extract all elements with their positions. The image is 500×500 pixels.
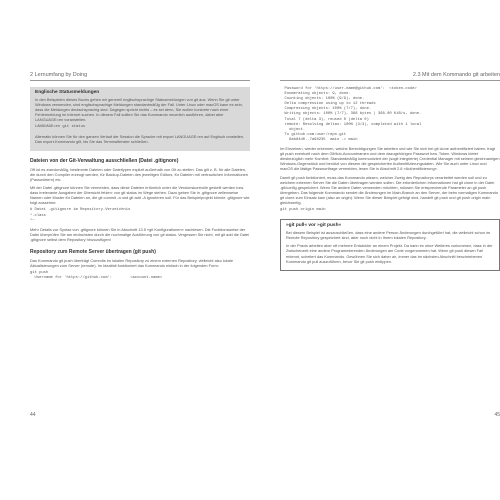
code-block-push-origin: git push origin main: [280, 208, 326, 213]
note-frame-text-2: In der Praxis arbeiten aber oft mehrere Entwickler an einem Projekt. Da kann es ohne Weiteres vorkommen, dass in der Zwischenzeit eine andere Programmierenden Änderungen am Code vorgenommen hat. Wenn git push diesen Fall erkennt, scheitert das Kommando. Gewöhnen Sie sich daher an, immer das im nächsten Abschnitt beschriebenen Kommando git pull auszuführen, bevor Sie git push eintippen.: [286, 243, 493, 264]
info-box-text-2: Alternativ können Sie für den ganzen Verlauf der Session die Sprache mit export LANGUAGE=en auf Englisch umstellen. Das export-Kommando gilt, bis Sie das Terminalfenster schließen.: [35, 133, 245, 144]
note-frame-title: »git pull« vor »git push«: [286, 223, 342, 229]
info-box-code: LANGUAGE=en git status: [35, 125, 86, 130]
code-block-git-push: git push Username for 'https://github.com': <account-name>: [30, 271, 163, 281]
paragraph: Das Kommando git push überträgt Commits im lokalen Repository zu einem externen Repository, vielleicht also lokale Aktualisierungen zum Server (remote). Im Idealfall funktioniert das Kommando einfach in der folgenden Form:: [30, 257, 233, 269]
info-box-title: Englische Statusmeldungen: [35, 90, 100, 95]
paragraph: Mit der Datei .gitignore können Sie vermeiden, dass diese Dateien irrtümlich unter die Versionskontrolle gestellt werden bzw. dass irrelevante Ausgaben der Übersicht fehlen: von git status im Wege stehen. Dazu geben Sie in .gitignore zeilenweise Namen oder Muster für Dateien an, die git commit -a und git add -A ignorieren soll. Für das Beispielprojekt könnte .gitignore wie folgt aussehen:: [30, 185, 250, 206]
running-header-left: 2 Lernumfang by Doing: [30, 72, 250, 81]
paragraph: Oft ist es zweckmäßig, bestimmte Dateien oder Dateitypen explizit außerhalb von Git zu stellen. Das gilt z. B. für alle Dateien, die durch den Compiler erzeugt werden, für Backup-Dateien des jeweiligen Editors, für Dateien mit vertraulichen Informationen (Passwörtern) etc.: [30, 166, 248, 182]
note-frame-text: Bei diesem Beispiel ist auszuschließen, dass eine andere Person Änderungen durchgeführt hat, die vielleicht schon im Remote Repository gespeichert sind, aber noch nicht in Ihrem lokalen Repository.: [286, 230, 491, 241]
page-number-right: 45: [494, 412, 500, 418]
code-block-push-output: Password for 'https://user-name@github.com': <token-code> Enumerating objects: 9, done. Counting objects: 100% (9/9), done. Delta compression using up to 12 threads Compressing objects: 100% (7/7), done. Writing objects: 100% (7/7), 368 bytes | 368.00 KiB/s, done. Total 7 (delta 3), reused 0 (delta 0) remote: Resolving deltas: 100% (3/3), completed with 1 local object. To github.com:user/repo.git 6ab84d0..7a98235 main -> main: [284, 87, 422, 142]
info-box-text: In den Beispielen dieses Buchs gehen wir generell englischsprachige Statusmeldungen von git aus. Wenn Sie git unter Windows verwenden, sind englischsprachige Meldungen standardmäßig der Fall. Unter Linux oder macOS kann es sein, dass die Meldungen deutschsprachig sind. Dagegen spricht nichts – es sei denn, Sie wollen konkrete nach einer Fehlermeldung im Internet suchen. In diesem Fall sollten Sie das Kommando neuerlich ausführen, dabei aber LANGUAGE=en voranstellen.: [35, 97, 243, 123]
page-number-left: 44: [30, 412, 36, 418]
code-block-gitignore: # Datei .gitignore im Repository-Verzeichnis *.class *~: [30, 208, 131, 223]
left-page: [30, 72, 250, 432]
paragraph: Mehr Details zur Syntax von .gitignore können Sie in Abschnitt 13.5 »git Konfigurationen« nachlesen. Die Funktionsweise der Datei überprüfen Sie am einfachsten durch die nochmalige Ausführung von git status. Vergessen Sie nicht, mit git add die Datei .gitignore selbst dem Repository hinzuzufügen!: [30, 226, 250, 242]
running-header-right: 2.3 Mit dem Kommando git arbeiten: [280, 72, 500, 81]
info-box: [30, 87, 250, 151]
right-page: [280, 72, 500, 432]
paragraph: Im Einzelnen, wieder erkennen, welche Berechtigungen Sie arbeiten und wie Sie sich bei git clone authentifiziert haben, fragt git push eventuell nach dem GitHub-Accountnamen und dem dazugehörigen Passwort bzw. Token. Windows bietet diesbezüglich mehr Komfort: Standardmäßig kommuniziert der (sogit integrierte) Credential Manager mit seinem gleichnamigen Windows-Gegenstück und benützt von diesem die gespeicherten Authentifizierungsdaten. Wie Sie auch unter Linux und macOS die lästige Passwortfrage vermeiden, lesen Sie in Abschnitt 2.6 »Authentifizierung«.: [280, 146, 500, 172]
note-frame: [280, 219, 500, 271]
section-heading-gitignore: Dateien von der Git-Verwaltung ausschließen (Datei .gitignore): [30, 157, 179, 164]
section-heading-git-push: Repository zum Remote Server übertragen (git push): [30, 248, 156, 255]
paragraph: Damit git push funktioniert, muss das Kommando wissen, welcher Zweig des Repositorys verarbeitet werden soll und zu welchem externen Server Sie die Daten übertragen werden sollen. Die erforderlichen Informationen hat git clone in der Datei .git/config gespeichert. Wenn Sie andere Daten verwenden möchten, müssen Sie entsprechende Parameter an git push übergeben. Das folgende Kommando sendet die Änderungen im Main-Branch an den Server, der beim vormaligen Kommando git clone zum Einsatz kam (also an origin). Wenn Sie dieser Beispiel gefolgt sind, handelt git push und git push origin main gleichwertig.: [280, 174, 499, 205]
